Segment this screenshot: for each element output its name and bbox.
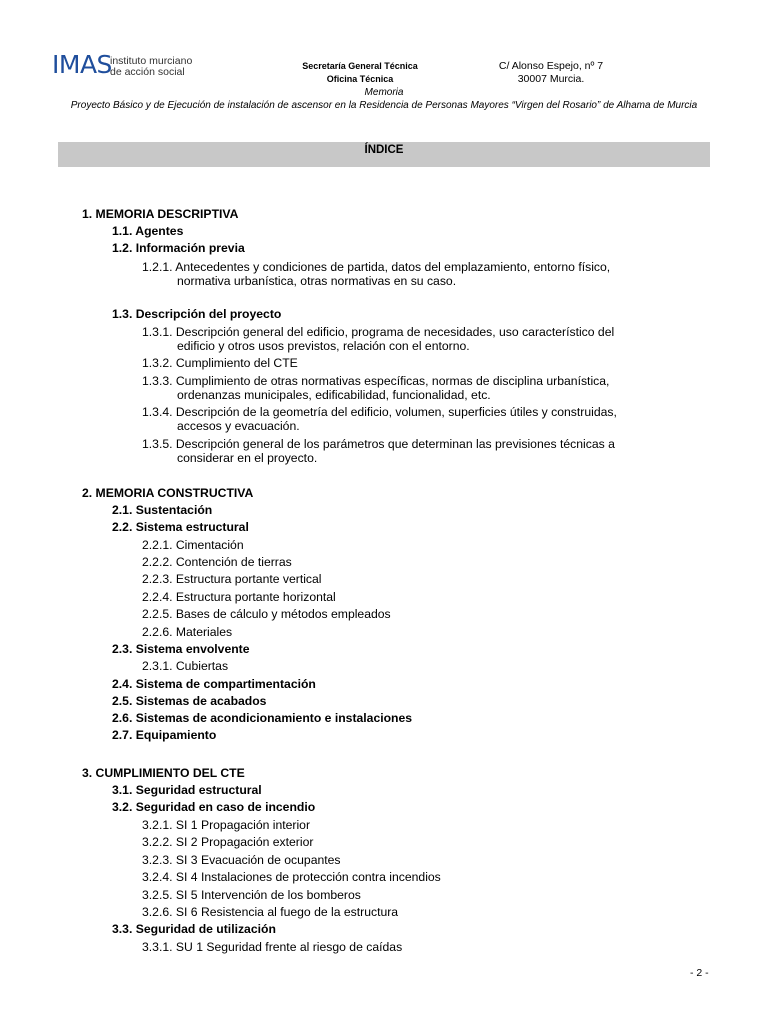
toc-entry-3-1: 3.1. Seguridad estructural bbox=[112, 783, 262, 797]
address-line-1: C/ Alonso Espejo, nº 7 bbox=[498, 60, 604, 72]
project-title: Proyecto Básico y de Ejecución de instalación de ascensor en la Residencia de Personas Mayores “Virgen del Rosario” de Alhama de Murcia bbox=[70, 100, 698, 111]
toc-entry-2-3-1: 2.3.1. Cubiertas bbox=[142, 659, 229, 673]
toc-entry-2-2-6: 2.2.6. Materiales bbox=[142, 625, 233, 639]
toc-entry-2-3: 2.3. Sistema envolvente bbox=[112, 642, 250, 656]
toc-entry-3-2-1: 3.2.1. SI 1 Propagación interior bbox=[142, 818, 311, 832]
toc-entry-1-3-5-cont: considerar en el proyecto. bbox=[177, 451, 318, 465]
toc-entry-3-2-6: 3.2.6. SI 6 Resistencia al fuego de la estructura bbox=[142, 905, 399, 919]
document-type: Memoria bbox=[364, 87, 404, 98]
toc-entry-1-3-1-cont: edificio y otros usos previstos, relación con el entorno. bbox=[177, 339, 470, 353]
logo-line-1: instituto murciano bbox=[110, 55, 193, 67]
department-header bbox=[275, 60, 445, 86]
index-title-bar bbox=[58, 142, 710, 167]
toc-entry-1-3-4-cont: accesos y evacuación. bbox=[177, 419, 300, 433]
toc-entry-3-2: 3.2. Seguridad en caso de incendio bbox=[112, 800, 316, 814]
toc-entry-1-3: 1.3. Descripción del proyecto bbox=[112, 307, 282, 321]
toc-entry-2-2-4: 2.2.4. Estructura portante horizontal bbox=[142, 590, 336, 604]
logo-text bbox=[110, 56, 192, 78]
toc-entry-1-2: 1.2. Información previa bbox=[112, 241, 245, 255]
toc-entry-1-2-1: 1.2.1. Antecedentes y condiciones de partida, datos del emplazamiento, entorno físico, bbox=[142, 260, 611, 274]
toc-entry-1-1: 1.1. Agentes bbox=[112, 224, 184, 238]
toc-entry-3: 3. CUMPLIMIENTO DEL CTE bbox=[82, 766, 245, 780]
toc-entry-2-1: 2.1. Sustentación bbox=[112, 503, 213, 517]
toc-entry-1-2-1-cont: normativa urbanística, otras normativas en su caso. bbox=[177, 274, 457, 288]
toc-entry-1-3-3-cont: ordenanzas municipales, edificabilidad, funcionalidad, etc. bbox=[177, 388, 491, 402]
address-header bbox=[488, 60, 614, 86]
toc-entry-2-2-1: 2.2.1. Cimentación bbox=[142, 538, 244, 552]
page-number: - 2 - bbox=[690, 967, 709, 979]
toc-entry-3-3: 3.3. Seguridad de utilización bbox=[112, 922, 276, 936]
toc-entry-1-3-3: 1.3.3. Cumplimiento de otras normativas específicas, normas de disciplina urbanística, bbox=[142, 374, 610, 388]
index-title: ÍNDICE bbox=[364, 144, 404, 156]
toc-entry-2-5: 2.5. Sistemas de acabados bbox=[112, 694, 267, 708]
toc-entry-2-4: 2.4. Sistema de compartimentación bbox=[112, 677, 316, 691]
toc-entry-3-2-2: 3.2.2. SI 2 Propagación exterior bbox=[142, 835, 314, 849]
toc-entry-2-2-3: 2.2.3. Estructura portante vertical bbox=[142, 572, 322, 586]
address-line-2: 30007 Murcia. bbox=[517, 73, 585, 85]
toc-entry-1-3-4: 1.3.4. Descripción de la geometría del edificio, volumen, superficies útiles y construidas, bbox=[142, 405, 617, 419]
toc-entry-1-3-2: 1.3.2. Cumplimiento del CTE bbox=[142, 356, 298, 370]
toc-entry-3-2-3: 3.2.3. SI 3 Evacuación de ocupantes bbox=[142, 853, 341, 867]
toc-entry-3-3-1: 3.3.1. SU 1 Seguridad frente al riesgo de caídas bbox=[142, 940, 403, 954]
toc-entry-2: 2. MEMORIA CONSTRUCTIVA bbox=[82, 486, 254, 500]
toc-entry-3-2-5: 3.2.5. SI 5 Intervención de los bomberos bbox=[142, 888, 361, 902]
logo-mark: IMAS bbox=[52, 50, 112, 79]
toc-entry-2-2: 2.2. Sistema estructural bbox=[112, 520, 249, 534]
toc-entry-2-7: 2.7. Equipamiento bbox=[112, 728, 217, 742]
toc-entry-2-2-5: 2.2.5. Bases de cálculo y métodos empleados bbox=[142, 607, 391, 621]
toc-entry-2-6: 2.6. Sistemas de acondicionamiento e instalaciones bbox=[112, 711, 413, 725]
toc-entry-3-2-4: 3.2.4. SI 4 Instalaciones de protección contra incendios bbox=[142, 870, 441, 884]
department-line-2: Oficina Técnica bbox=[326, 74, 394, 84]
toc-entry-1-3-1: 1.3.1. Descripción general del edificio, programa de necesidades, uso característico del bbox=[142, 325, 615, 339]
toc-entry-1: 1. MEMORIA DESCRIPTIVA bbox=[82, 207, 239, 221]
toc-entry-2-2-2: 2.2.2. Contención de tierras bbox=[142, 555, 292, 569]
department-line-1: Secretaría General Técnica bbox=[302, 61, 418, 71]
toc-entry-1-3-5: 1.3.5. Descripción general de los parámetros que determinan las previsiones técnicas a bbox=[142, 437, 615, 451]
logo-line-2: de acción social bbox=[110, 66, 185, 78]
